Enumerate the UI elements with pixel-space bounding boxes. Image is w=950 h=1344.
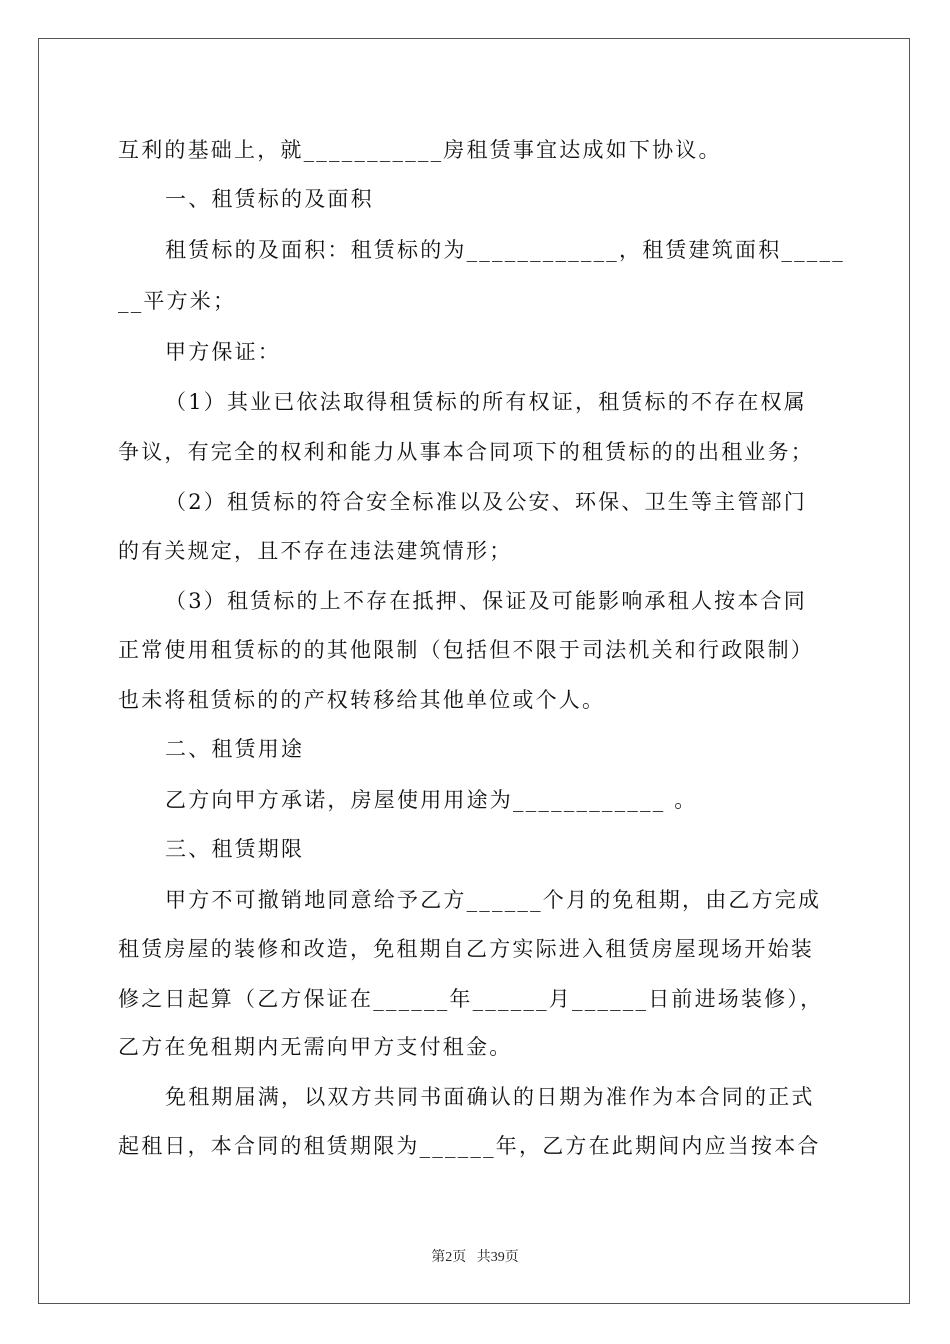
paragraph-line: 起租日，本合同的租赁期限为______年，乙方在此期间内应当按本合 bbox=[118, 1134, 821, 1158]
page-border bbox=[38, 38, 910, 1304]
paragraph-line: 乙方向甲方承诺，房屋使用用途为____________ 。 bbox=[165, 788, 698, 812]
paragraph-line: （2）租赁标的符合安全标准以及公安、环保、卫生等主管部门 bbox=[165, 490, 807, 514]
paragraph-line: __平方米； bbox=[118, 289, 237, 313]
paragraph-line: 修之日起算（乙方保证在______年______月______日前进场装修）， bbox=[118, 987, 824, 1011]
section-heading: 二、租赁用途 bbox=[165, 737, 305, 761]
section-heading: 三、租赁期限 bbox=[165, 837, 305, 861]
paragraph-line: 甲方不可撤销地同意给予乙方______个月的免租期，由乙方完成 bbox=[165, 888, 822, 912]
paragraph-line: 正常使用租赁标的的其他限制（包括但不限于司法机关和行政限制） bbox=[118, 638, 814, 662]
paragraph-line: 的有关规定，且不存在违法建筑情形； bbox=[118, 539, 513, 563]
paragraph-line: （1）其业已依法取得租赁标的所有权证，租赁标的不存在权属 bbox=[165, 390, 807, 414]
paragraph-line: 争议，有完全的权利和能力从事本合同项下的租赁标的的出租业务； bbox=[118, 440, 814, 464]
page-footer bbox=[0, 1246, 950, 1266]
paragraph-line: 乙方在免租期内无需向甲方支付租金。 bbox=[118, 1035, 513, 1059]
paragraph-line: 互利的基础上，就___________房租赁事宜达成如下协议。 bbox=[118, 138, 722, 162]
paragraph-line: 租赁房屋的装修和改造，免租期自乙方实际进入租赁房屋现场开始装 bbox=[118, 937, 814, 961]
paragraph-line: 免租期届满，以双方共同书面确认的日期为准作为本合同的正式 bbox=[165, 1085, 815, 1109]
paragraph-line: （3）租赁标的上不存在抵押、保证及可能影响承租人按本合同 bbox=[165, 589, 807, 613]
paragraph-line: 租赁标的及面积：租赁标的为____________，租赁建筑面积_____ bbox=[165, 238, 845, 262]
paragraph-line: 甲方保证： bbox=[165, 340, 281, 364]
section-heading: 一、租赁标的及面积 bbox=[165, 187, 374, 211]
page-total: 共39页 bbox=[476, 1250, 519, 1265]
page-number: 第2页 bbox=[431, 1250, 467, 1265]
paragraph-line: 也未将租赁标的的产权转移给其他单位或个人。 bbox=[118, 688, 606, 712]
